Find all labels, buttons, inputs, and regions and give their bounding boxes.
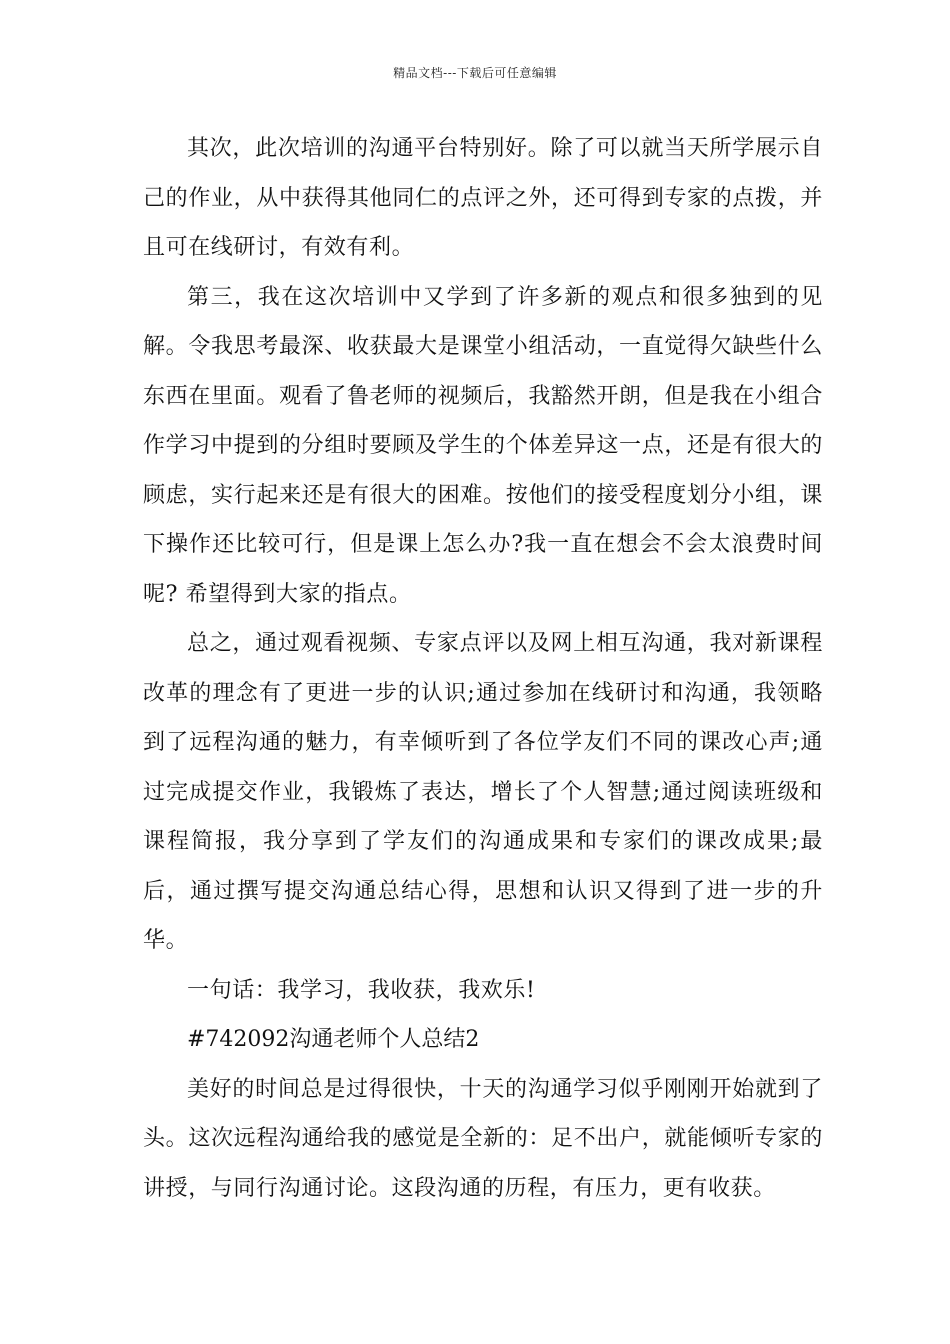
paragraph-platform: 其次，此次培训的沟通平台特别好。除了可以就当天所学展示自己的作业，从中获得其他同仁的点评之外，还可得到专家的点拨，并且可在线研讨，有效有利。	[143, 136, 823, 260]
paragraph-beautiful-time: 美好的时间总是过得很快，十天的沟通学习似乎刚刚开始就到了头。这次远程沟通给我的感觉是全新的：足不出户，就能倾听专家的讲授，与同行沟通讨论。这段沟通的历程，有压力，更有收获。	[143, 1076, 823, 1201]
paragraph-summary: 总之，通过观看视频、专家点评以及网上相互沟通，我对新课程改革的理念有了更进一步的认识;通过参加在线研讨和沟通，我领略到了远程沟通的魅力，有幸倾听到了各位学友们不同的课改心声;通过完成提交作业，我锻炼了表达，增长了个人智慧;通过阅读班级和课程简报，我分享到了学友们的沟通成果和专家们的课改成果;最后，通过撰写提交沟通总结心得，思想和认识又得到了进一步的升华。	[143, 631, 823, 953]
document-body	[143, 124, 823, 1213]
page-header: 精品文档---下载后可任意编辑	[393, 66, 557, 80]
section-heading: #742092沟通老师个人总结2	[187, 1027, 480, 1052]
paragraph-third: 第三，我在这次培训中又学到了许多新的观点和很多独到的见解。令我思考最深、收获最大是课堂小组活动，一直觉得欠缺些什么东西在里面。观看了鲁老师的视频后，我豁然开朗，但是我在小组合作学习中提到的分组时要顾及学生的个体差异这一点，还是有很大的顾虑，实行起来还是有很大的困难。按他们的接受程度划分小组，课下操作还比较可行，但是课上怎么办?我一直在想会不会太浪费时间呢? 希望得到大家的指点。	[143, 284, 823, 607]
paragraph-one-sentence: 一句话：我学习，我收获，我欢乐!	[187, 977, 536, 1003]
